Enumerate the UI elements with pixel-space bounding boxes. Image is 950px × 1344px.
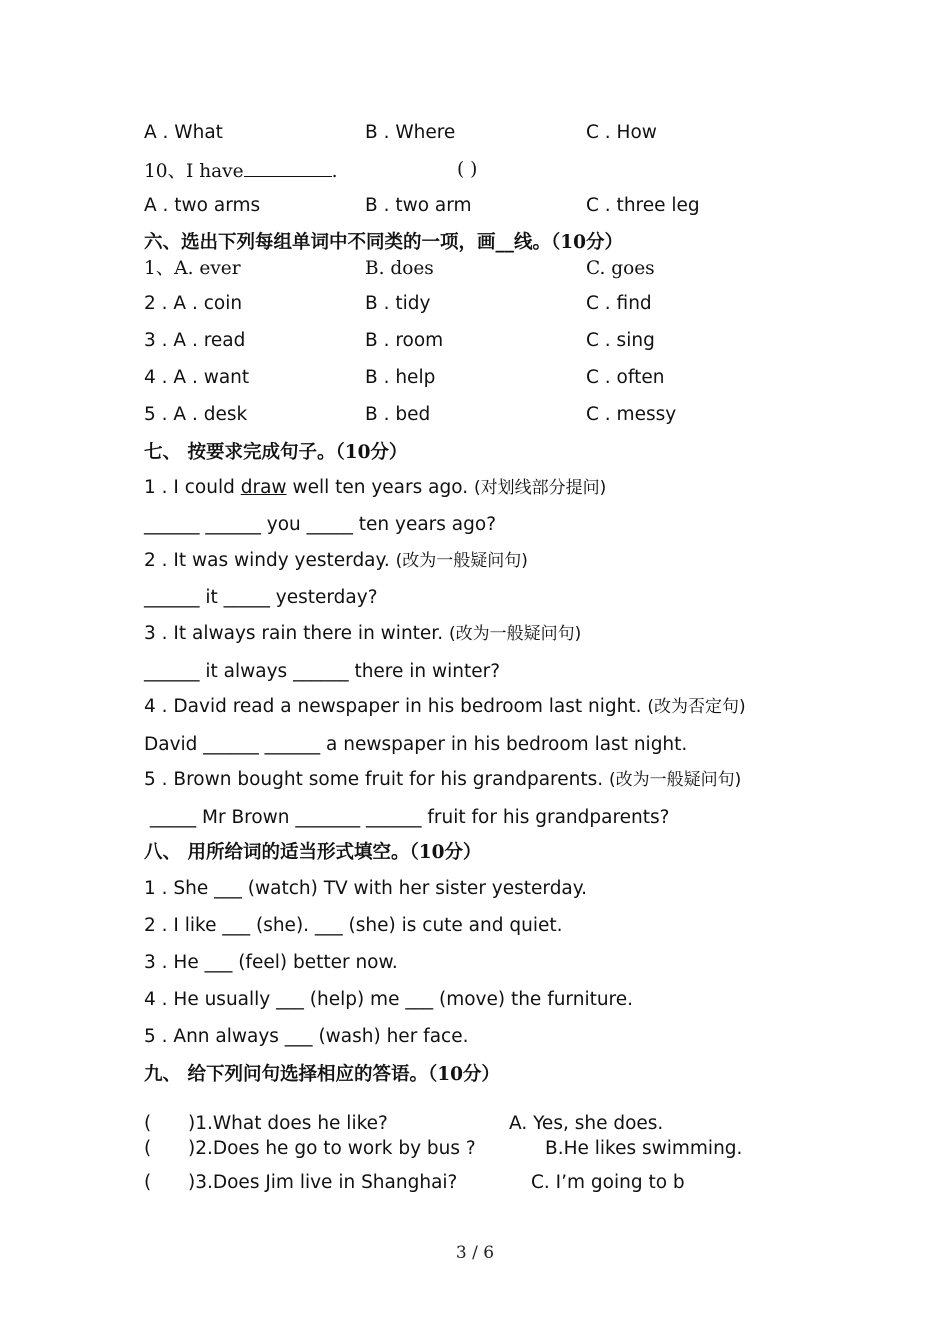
section7-a1[interactable]: ______ ______ you _____ ten years ago?: [144, 514, 497, 535]
q10-stem: [144, 158, 478, 184]
section9-row3-question: )3.Does Jim live in Shanghai?: [188, 1172, 458, 1193]
section7-q5: [144, 768, 741, 792]
section6-row1-b: B. does: [365, 258, 434, 279]
section9-row3-answer: C. I’m going to b: [531, 1172, 685, 1193]
section7-q3-note: (改为一般疑问句): [448, 624, 582, 644]
section7-q3: [144, 622, 581, 646]
section6-row1-a: 1、A. ever: [144, 258, 241, 279]
section6-row2-b: B . tidy: [365, 293, 431, 314]
section8-item[interactable]: 1 . She ___ (watch) TV with her sister yesterday.: [144, 878, 587, 899]
section7-q5-note: (改为一般疑问句): [609, 770, 742, 790]
q10-answer-paren[interactable]: ( ): [457, 159, 478, 180]
section7-title: 七、 按要求完成句子。（10分）: [144, 442, 408, 463]
section6-row1-c: C. goes: [586, 258, 655, 279]
section7-q1-note: (对划线部分提问): [473, 478, 607, 498]
section7-q1-pre: 1 . I could: [144, 477, 241, 498]
q10-stem-text: 10、I have: [144, 161, 244, 182]
q9-option-c: C . How: [586, 122, 657, 143]
section8-item[interactable]: 3 . He ___ (feel) better now.: [144, 952, 398, 973]
section6-row3-a: 3 . A . read: [144, 330, 246, 351]
section9-row1-answer: A. Yes, she does.: [509, 1113, 664, 1134]
section7-q1-post: well ten years ago.: [286, 477, 474, 498]
section7-q2-note: (改为一般疑问句): [395, 551, 528, 571]
section6-row5-b: B . bed: [365, 404, 431, 425]
section6-row3-c: C . sing: [586, 330, 655, 351]
section8-item[interactable]: 2 . I like ___ (she). ___ (she) is cute and quiet.: [144, 915, 563, 936]
q10-option-a: A . two arms: [144, 195, 261, 216]
section7-a2[interactable]: ______ it _____ yesterday?: [144, 587, 378, 608]
section9-row2-question: )2.Does he go to work by bus ?: [188, 1138, 476, 1159]
section7-a4[interactable]: David ______ ______ a newspaper in his bedroom last night.: [144, 734, 688, 755]
section9-row1-paren[interactable]: (: [144, 1113, 152, 1134]
section7-q5-text: 5 . Brown bought some fruit for his grandparents.: [144, 769, 610, 790]
section9-row2-answer: B.He likes swimming.: [545, 1138, 743, 1159]
q10-option-b: B . two arm: [365, 195, 472, 216]
section9-title: 九、 给下列问句选择相应的答语。（10分）: [144, 1064, 500, 1085]
section6-row4-a: 4 . A . want: [144, 367, 250, 388]
section7-q2-text: 2 . It was windy yesterday.: [144, 550, 396, 571]
section6-row4-b: B . help: [365, 367, 436, 388]
section7-q3-text: 3 . It always rain there in winter.: [144, 623, 449, 644]
q10-option-c: C . three leg: [586, 195, 700, 216]
section6-row2-a: 2 . A . coin: [144, 293, 243, 314]
page-number: 3 / 6: [455, 1243, 495, 1263]
section9-row1-question: )1.What does he like?: [188, 1113, 388, 1134]
section7-q4-text: 4 . David read a newspaper in his bedroom last night.: [144, 696, 648, 717]
section7-q1: [144, 476, 606, 500]
section7-q2: [144, 549, 528, 573]
section6-row5-a: 5 . A . desk: [144, 404, 248, 425]
section8-item[interactable]: 4 . He usually ___ (help) me ___ (move) the furniture.: [144, 989, 634, 1010]
section7-a3[interactable]: ______ it always ______ there in winter?: [144, 661, 501, 682]
section7-q4-note: (改为否定句): [647, 697, 746, 717]
section8-title: 八、 用所给词的适当形式填空。（10分）: [144, 842, 482, 863]
section6-row2-c: C . find: [586, 293, 652, 314]
q9-option-a: A . What: [144, 122, 223, 143]
section7-a5[interactable]: _____ Mr Brown _______ ______ fruit for his grandparents?: [144, 807, 670, 828]
section9-row3-paren[interactable]: (: [144, 1172, 152, 1193]
q9-option-b: B . Where: [365, 122, 456, 143]
q10-blank[interactable]: [244, 158, 332, 177]
section8-item[interactable]: 5 . Ann always ___ (wash) her face.: [144, 1026, 469, 1047]
q10-stem-end: .: [331, 161, 338, 182]
section6-row5-c: C . messy: [586, 404, 677, 425]
section7-q4: [144, 695, 746, 719]
section9-row2-paren[interactable]: (: [144, 1138, 152, 1159]
section7-q1-underlined: draw: [240, 477, 287, 498]
section6-title: 六、选出下列每组单词中不同类的一项，画__线。（10分）: [144, 232, 623, 253]
section6-row3-b: B . room: [365, 330, 444, 351]
section6-row4-c: C . often: [586, 367, 665, 388]
